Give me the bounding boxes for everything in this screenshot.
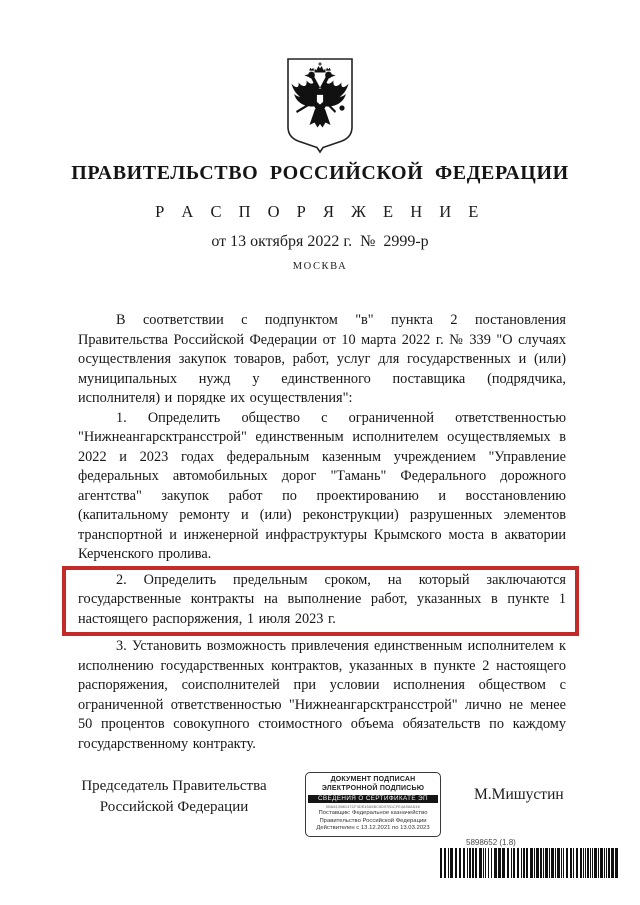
stamp-title-line2: ЭЛЕКТРОННОЙ ПОДПИСЬЮ — [321, 784, 425, 792]
document-body — [78, 311, 566, 754]
electronic-signature-stamp — [305, 772, 441, 837]
paragraph-preamble: В соответствии с подпунктом "в" пункта 2 постановления Правительства Российской Федерации от 10 марта 2022 г. № 339 "О случаях осуществления закупок товаров, работ, услуг для государственных и (или) муниципальных нужд у единственного поставщика (подрядчика, исполнителя) и порядке их осуществления": — [78, 312, 566, 406]
paragraph-item-2-highlighted: 2. Определить предельным сроком, на который заключаются государственные контракты на выполнение работ, указанных в пункте 1 настоящего распоряжения, 1 июля 2023 г. — [78, 571, 566, 627]
red-highlight-box — [62, 566, 579, 637]
breast-shield — [317, 95, 324, 106]
stamp-title-line1: ДОКУМЕНТ ПОДПИСАН — [330, 776, 416, 783]
barcode-label: 5898652 (1.8) — [466, 838, 516, 847]
stamp-certificate-header: СВЕДЕНИЯ О СЕРТИФИКАТЕ ЭП — [308, 795, 438, 803]
paragraph-item-3: 3. Установить возможность привлечения единственным исполнителем к исполнению государственных контрактов, указанных в пункте 2 настоящего распоряжения, соисполнителей при условии исполнения обществом с ограниченной ответственностью "Нижнеангарсктрансстрой" лично не менее 50 процентов совокупного стоимостного объема обязательств по каждому государственному контракту. — [78, 638, 566, 752]
barcode-block — [440, 838, 620, 878]
coat-of-arms-icon — [284, 56, 356, 154]
stamp-validity: Действителен с 13.12.2021 по 13.03.2023 — [316, 825, 430, 831]
city-label: МОСКВА — [292, 261, 348, 272]
stamp-owner: Правительство Российской Федерации — [319, 817, 427, 824]
barcode-icon — [440, 848, 620, 878]
stamp-certificate-number: 0BA61398D47CF3DE45A5BC5D97B1CFE4A96AD46 — [326, 805, 420, 809]
document-date-number: от 13 октября 2022 г. № 2999-р — [211, 233, 429, 250]
paragraph-item-1: 1. Определить общество с ограниченной ответственностью "Нижнеангарсктрансстрой" единственным исполнителем осуществляемых в 2022 и 2023 годах федеральным казенным учреждением "Управление федеральных автомобильных дорог "Тамань" Федерального дорожного агентства" закупок работ по проектированию и восстановлению (капитальному ремонту и (или) реконструкции) разрушенных элементов транспортной и инженерной инфраструктуры Крымского моста в акватории Керченского пролива. — [78, 409, 566, 562]
signer-name: М.Мишустин — [474, 786, 564, 803]
signer-position — [78, 776, 270, 818]
stamp-provider: Поставщик: Федеральное казначейство — [318, 810, 428, 816]
signer-position-line1: Председатель Правительства — [81, 778, 267, 794]
page-title: ПРАВИТЕЛЬСТВО РОССИЙСКОЙ ФЕДЕРАЦИИ — [71, 162, 569, 184]
signer-position-line2: Российской Федерации — [99, 799, 249, 815]
coat-of-arms — [284, 56, 356, 159]
document-type-heading: Р А С П О Р Я Ж Е Н И Е — [155, 202, 485, 221]
